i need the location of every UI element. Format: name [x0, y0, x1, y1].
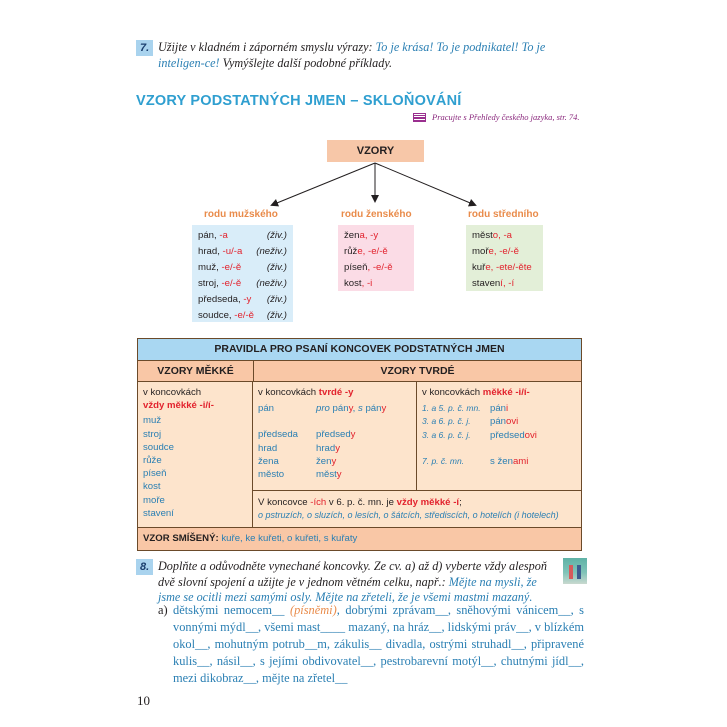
pattern-row: muž, -e/-ě (živ.): [198, 262, 287, 273]
hard-y-cell: v koncovkách tvrdé -y pán pro pány, s pány předseda předsedy hrad hrady žena ženy město městy: [253, 382, 417, 490]
soft-word: muž: [143, 415, 162, 427]
rules-table-title: PRAVIDLA PRO PSANÍ KONCOVEK PODSTATNÝCH JMEN: [138, 339, 581, 361]
pattern-row: píseň, -e/-ě: [344, 262, 393, 273]
pattern-row: soudce, -e/-ě (živ.): [198, 310, 287, 321]
exercise-instruction: Doplňte a odůvodněte vynechané koncovky. Ze cv. a) až d) vyberte vždy alespoň dvě slovní spojení a užijte je v jednom větném celku, např.:: [158, 559, 547, 589]
hard-y-row: předseda předsedy: [258, 429, 356, 441]
mixed-pattern-row: VZOR SMÍŠENÝ: kuře, ke kuřeti, o kuřeti, s kuřaty: [138, 528, 581, 550]
hard-i-row: 1. a 5. p. č. mn. páni: [422, 403, 509, 415]
soft-word: stroj: [143, 428, 162, 440]
exercise-number: 8.: [136, 559, 153, 575]
ich-rule-cell: V koncovce -ích v 6. p. č. mn. je vždy měkké -í; o pstruzích, o sluzích, o lesích, o šátcích, střediscích, o hotelích (i hotelech): [253, 491, 581, 527]
neuter-patterns: [466, 225, 543, 291]
soft-word: píseň: [143, 468, 167, 480]
pattern-row: hrad, -u/-a (neživ.): [198, 246, 287, 257]
section-title: VZORY PODSTATNÝCH JMEN – SKLOŇOVÁNÍ: [136, 93, 462, 109]
rules-table: [137, 338, 582, 551]
feminine-patterns: [338, 225, 414, 291]
hard-i-row: 3. a 6. p. č. j. pánovi: [422, 416, 519, 428]
hard-i-cell: v koncovkách měkké -i/í- 1. a 5. p. č. mn. páni 3. a 6. p. č. j. pánovi 3. a 6. p. č. j. předsedovi 7. p. č. mn. s ženami: [417, 382, 581, 490]
hard-y-row: pán pro pány, s pány: [258, 403, 387, 415]
exercise-examples: To je krása! To je podnikatel! To je inteligen-ce!: [158, 40, 546, 70]
hard-y-row: město městy: [258, 469, 342, 481]
header-soft: VZORY MĚKKÉ: [138, 361, 254, 381]
hard-i-row: 3. a 6. p. č. j. předsedovi: [422, 429, 537, 441]
pattern-row: stavení, -í: [472, 278, 515, 289]
exercise-number: 7.: [136, 40, 153, 56]
soft-word: soudce: [143, 441, 174, 453]
diagram-root: VZORY: [327, 140, 424, 162]
soft-word: kost: [143, 481, 161, 493]
pattern-row: žena, -y: [344, 230, 379, 241]
exercise-8: [136, 559, 556, 606]
exercise-instruction-end: Vymýšlejte další podobné příklady.: [219, 55, 393, 70]
reference-text: Pracujte s Přehledy českého jazyka, str. 74.: [432, 112, 580, 122]
soft-word: růže: [143, 455, 162, 467]
rules-table-header: [138, 361, 581, 382]
soft-word: moře: [143, 494, 165, 506]
pattern-row: kost, -i: [344, 278, 373, 289]
hard-y-row: žena ženy: [258, 455, 337, 467]
pattern-row: moře, -e/-ě: [472, 246, 519, 257]
pattern-row: pán, -a (živ.): [198, 230, 287, 241]
pattern-row: stroj, -e/-ě (neživ.): [198, 278, 287, 289]
rules-table-body: [138, 382, 581, 528]
soft-cell: v koncovkách vždy měkké -i/í- muž stroj soudce růže píseň kost moře stavení: [138, 382, 253, 527]
hint: (písněmi): [289, 603, 337, 617]
pair-work-icon: [563, 558, 587, 584]
hard-y-row: hrad hrady: [258, 442, 340, 454]
hard-cells: [253, 382, 581, 527]
exercise-example: Mějte na mysli, že jsme se ocitli mezi samými osly. Mějte na zřeteli, že je všemi mastmi mazaný.: [158, 574, 537, 604]
part-label: a): [158, 603, 168, 617]
exercise-8a: a) dětskými nemocem__ (písněmi), dobrými zprávam__, sněhovými vánicem__, s vonnými mýdl__, všemi mast____ mazaný, na hráz__, lidskými práv__, v blízkém okol__, mohutným potrub__m, zákulis__ divadla, ostrými struhadl__, připravené kulis__, násil__, s jejími obdivovatel__, pestrobarevní motýl__, chutnými jídl__, mezi dikobraz__, mějte na zřetel__: [158, 603, 584, 685]
pattern-row: předseda, -y (živ.): [198, 294, 287, 305]
gender-label-feminine: rodu ženského: [341, 209, 412, 220]
ich-examples: o pstruzích, o sluzích, o lesích, o šátcích, střediscích, o hotelích (i hotelech): [258, 510, 559, 521]
pattern-row: růže, -e/-ě: [344, 246, 388, 257]
soft-word: stavení: [143, 507, 174, 519]
masculine-patterns: [192, 225, 293, 322]
gender-label-masculine: rodu mužského: [204, 209, 278, 220]
gender-label-neuter: rodu středního: [468, 209, 539, 220]
pattern-row: kuře, -ete/-ěte: [472, 262, 532, 273]
header-hard: VZORY TVRDÉ: [380, 365, 455, 377]
hard-i-row: 7. p. č. mn. s ženami: [422, 455, 529, 467]
mixed-examples: kuře, ke kuřeti, o kuřeti, s kuřaty: [221, 533, 358, 545]
page-number: 10: [137, 693, 150, 708]
pattern-row: město, -a: [472, 230, 513, 241]
exercise-instruction: Užijte v kladném i záporném smyslu výrazy:: [158, 40, 376, 54]
